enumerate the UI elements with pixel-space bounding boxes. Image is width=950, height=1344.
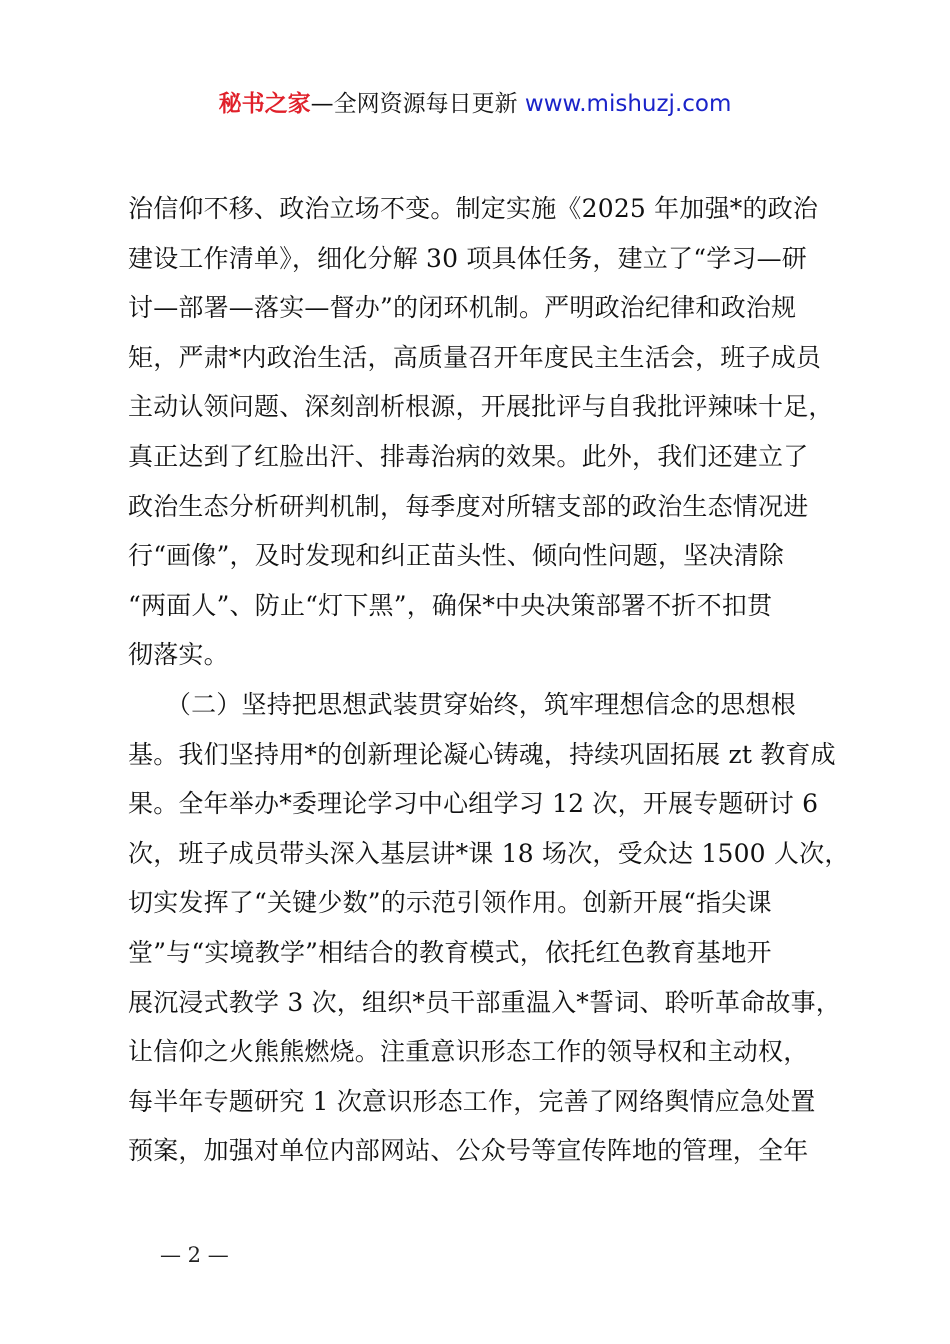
body-line: 真正达到了红脸出汗、排毒治病的效果。此外，我们还建立了: [128, 441, 809, 471]
header-tagline: —全网资源每日更新: [310, 91, 525, 117]
body-line: 讨—部署—落实—督办”的闭环机制。严明政治纪律和政治规: [128, 293, 797, 323]
body-line: 彻落实。: [128, 640, 229, 670]
section-heading-line: （二）坚持把思想武装贯穿始终，筑牢理想信念的思想根: [128, 689, 796, 719]
site-header: [0, 86, 950, 122]
body-line: 政治生态分析研判机制，每季度对所辖支部的政治生态情况进: [128, 491, 809, 521]
body-line: 预案，加强对单位内部网站、公众号等宣传阵地的管理，全年: [128, 1136, 809, 1166]
body-line: 每半年专题研究 1 次意识形态工作，完善了网络舆情应急处置: [128, 1086, 816, 1116]
body-line: “两面人”、防止“灯下黑”，确保*中央决策部署不折不扣贯: [128, 590, 773, 620]
page-number: — 2 —: [160, 1243, 229, 1267]
body-line: 果。全年举办*委理论学习中心组学习 12 次，开展专题研讨 6: [128, 789, 819, 819]
document-body: [128, 184, 850, 1176]
body-line: 切实发挥了“关键少数”的示范引领作用。创新开展“指尖课: [128, 888, 772, 918]
body-line: 矩，严肃*内政治生活，高质量召开年度民主生活会，班子成员: [128, 342, 822, 372]
site-url[interactable]: www.mishuzj.com: [524, 91, 732, 117]
body-line: 行“画像”，及时发现和纠正苗头性、倾向性问题，坚决清除: [128, 541, 784, 571]
body-line: 基。我们坚持用*的创新理论凝心铸魂，持续巩固拓展 zt 教育成: [128, 739, 836, 769]
body-line: 次，班子成员带头深入基层讲*课 18 场次，受众达 1500 人次，: [128, 838, 850, 868]
body-line: 治信仰不移、政治立场不变。制定实施《2025 年加强*的政治: [128, 194, 819, 223]
body-line: 堂”与“实境教学”相结合的教育模式，依托红色教育基地开: [128, 937, 772, 967]
body-line: 让信仰之火熊熊燃烧。注重意识形态工作的领导权和主动权，: [128, 1037, 809, 1067]
brand-name: 秘书之家: [218, 91, 311, 117]
body-line: 建设工作清单》，细化分解 30 项具体任务，建立了“学习—研: [128, 243, 807, 273]
body-line: 主动认领问题、深刻剖析根源，开展批评与自我批评辣味十足，: [128, 392, 834, 422]
body-line: 展沉浸式教学 3 次，组织*员干部重温入*誓词、聆听革命故事，: [128, 987, 842, 1017]
